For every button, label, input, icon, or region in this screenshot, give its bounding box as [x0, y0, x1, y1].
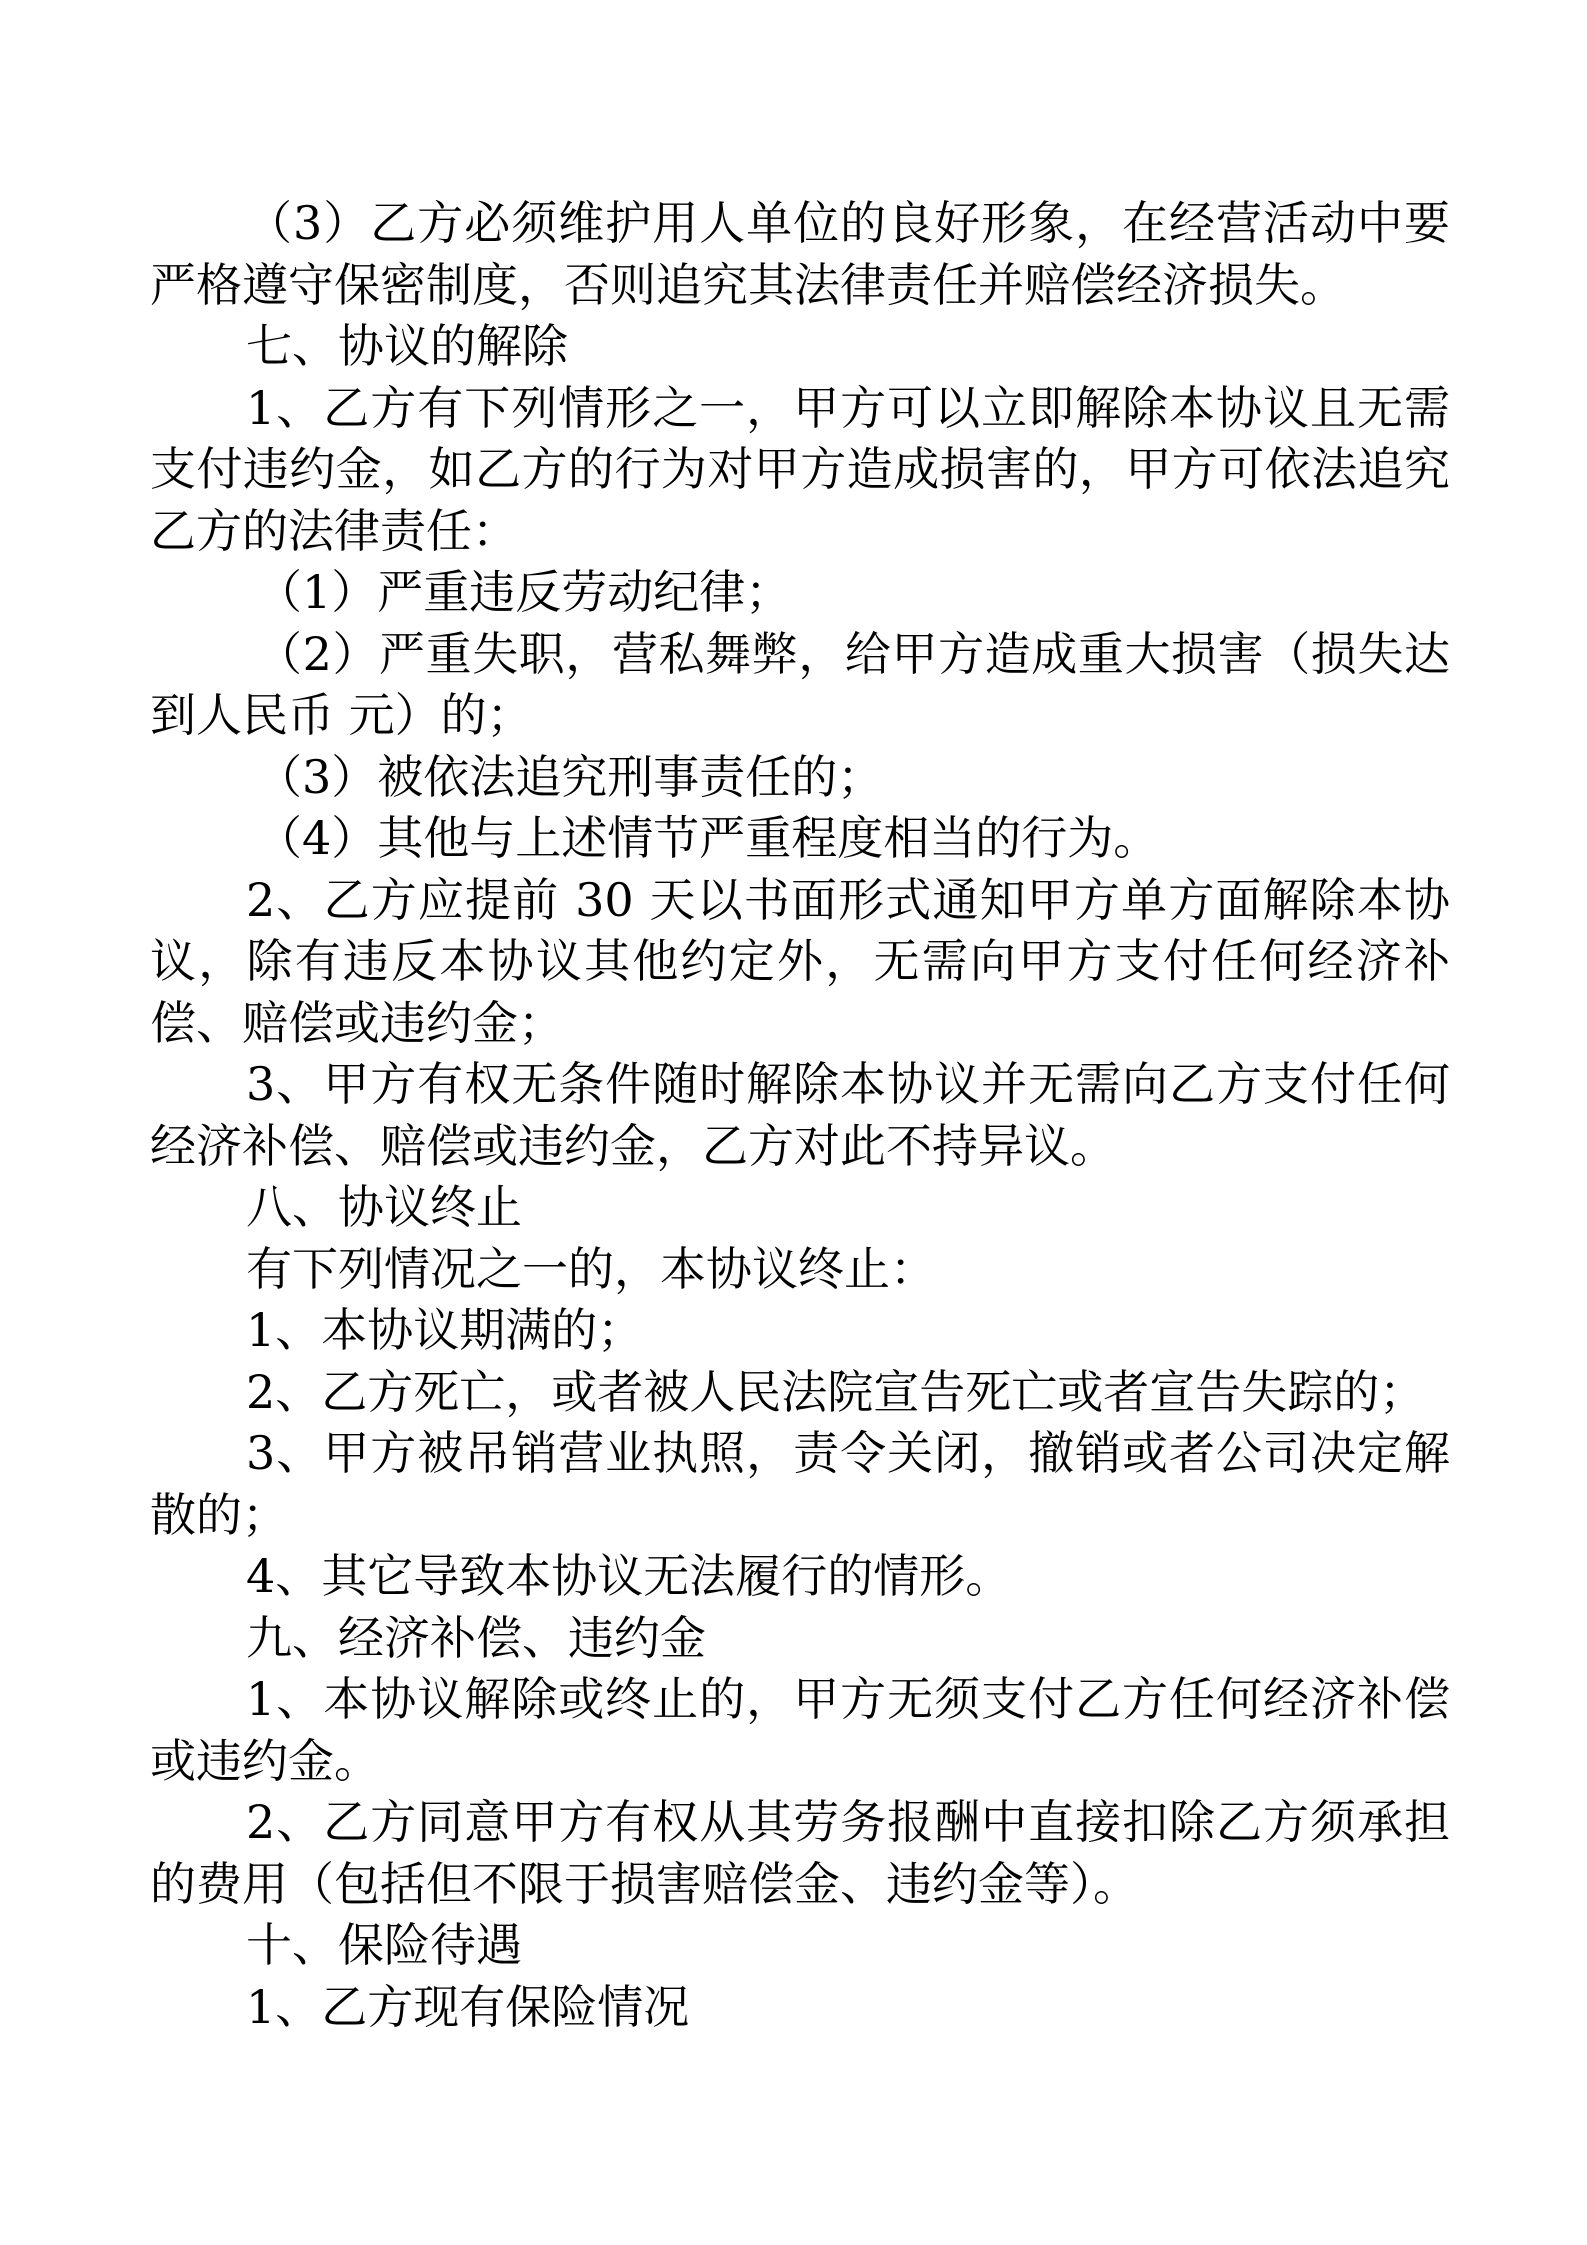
- clause-8-3-paragraph: 3、甲方被吊销营业执照，责令关闭，撤销或者公司决定解散的；: [150, 1426, 1450, 1542]
- section-7-heading: 七、协议的解除: [246, 319, 568, 373]
- clause-7-1-paragraph: 1、乙方有下列情形之一，甲方可以立即解除本协议且无需支付违约金，如乙方的行为对甲方造成损害的，甲方可依法追究乙方的法律责任：: [150, 380, 1450, 558]
- clause-8-1-paragraph: 1、本协议期满的；: [246, 1303, 644, 1357]
- section-9-heading: 九、经济补偿、违约金: [246, 1610, 706, 1665]
- clause-9-2-paragraph: 2、乙方同意甲方有权从其劳务报酬中直接扣除乙方须承担的费用（包括但不限于损害赔偿金、违约金等）。: [150, 1795, 1450, 1911]
- clause-7-3-paragraph: 3、甲方有权无条件随时解除本协议并无需向乙方支付任何经济补偿、赔偿或违约金，乙方对此不持异议。: [150, 1057, 1450, 1173]
- section-8-intro: 有下列情况之一的，本协议终止：: [246, 1241, 936, 1296]
- section-8-heading: 八、协议终止: [246, 1180, 522, 1234]
- clause-9-1-paragraph: 1、本协议解除或终止的，甲方无须支付乙方任何经济补偿或违约金。: [150, 1672, 1450, 1788]
- clause-6-3-paragraph: （3）乙方必须维护用人单位的良好形象，在经营活动中要严格遵守保密制度，否则追究其法律责任并赔偿经济损失。: [150, 196, 1450, 312]
- clause-7-1-item-1: （1）严重违反劳动纪律；: [256, 565, 792, 619]
- clause-10-1-paragraph: 1、乙方现有保险情况: [246, 1979, 690, 2034]
- clause-7-1-item-4: （4）其他与上述情节严重程度相当的行为。: [256, 811, 1160, 865]
- document-page: [150, 193, 1450, 2038]
- clause-7-2-paragraph: 2、乙方应提前 30 天以书面形式通知甲方单方面解除本协议，除有违反本协议其他约定外，无需向甲方支付任何经济补偿、赔偿或违约金；: [150, 872, 1450, 1050]
- clause-7-1-item-2: （2）严重失职，营私舞弊，给甲方造成重大损害（损失达到人民币 元）的；: [150, 626, 1450, 742]
- section-10-heading: 十、保险待遇: [246, 1918, 522, 1972]
- clause-7-1-item-3: （3）被依法追究刑事责任的；: [256, 749, 884, 804]
- clause-8-2-paragraph: 2、乙方死亡，或者被人民法院宣告死亡或者宣告失踪的；: [246, 1364, 1426, 1419]
- clause-8-4-paragraph: 4、其它导致本协议无法履行的情形。: [246, 1549, 1012, 1603]
